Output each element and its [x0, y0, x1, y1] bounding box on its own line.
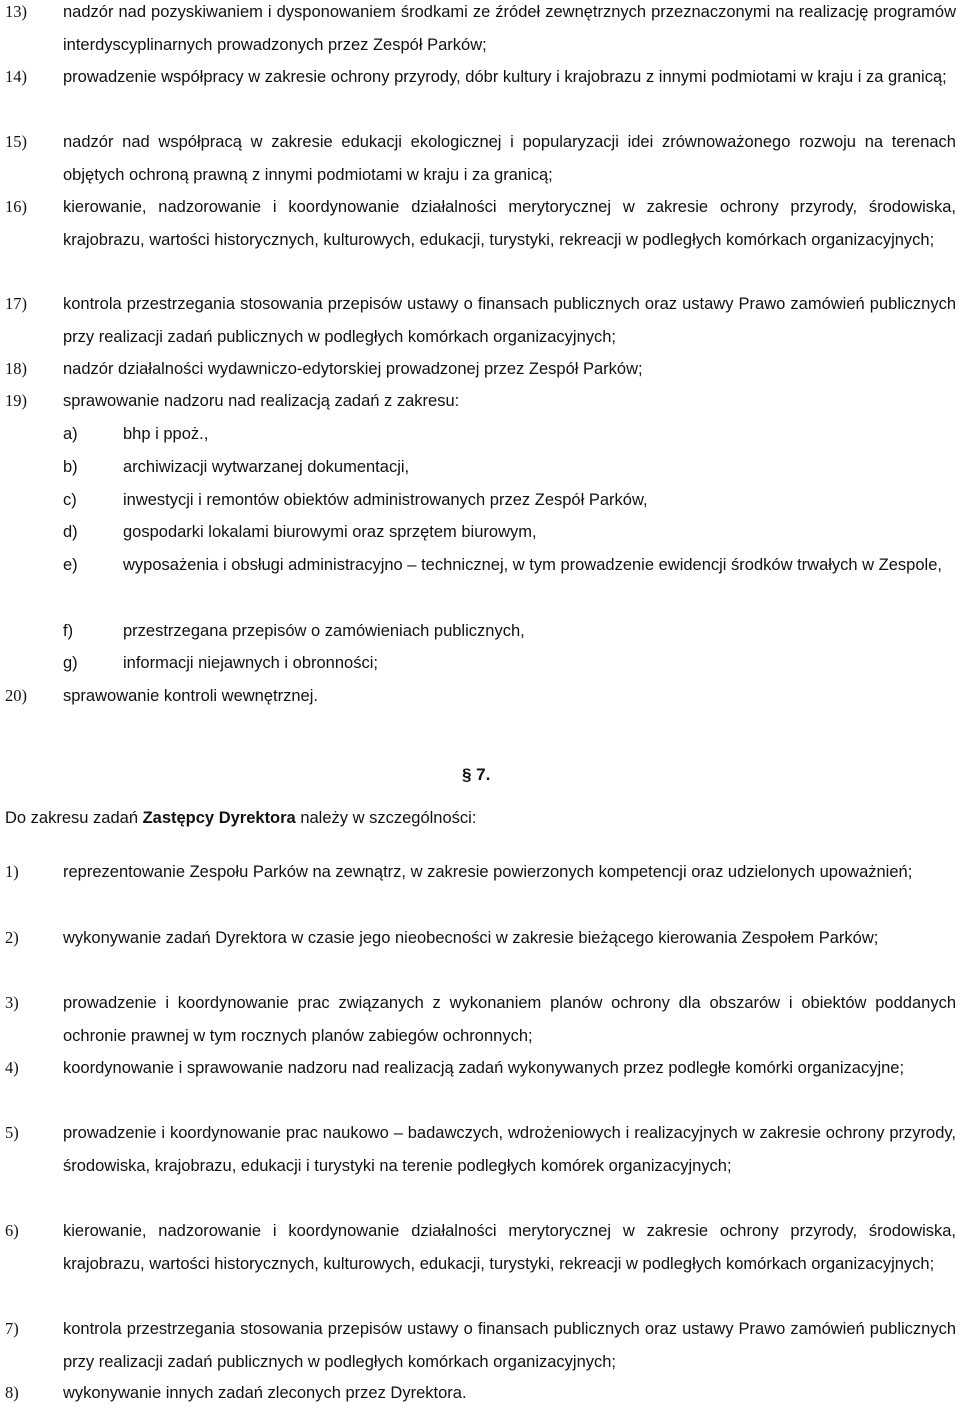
list-item — [0, 353, 956, 386]
list-item — [0, 1313, 956, 1378]
item-number: 7) — [5, 1319, 19, 1338]
item-number: 2) — [5, 928, 19, 947]
sub-item-letter: c) — [63, 491, 77, 509]
item-number: 16) — [5, 197, 27, 216]
sub-item-text: bhp i ppoż., — [123, 425, 209, 443]
item-number: 17) — [5, 294, 27, 313]
section-intro — [5, 802, 476, 834]
sub-list-item — [63, 549, 956, 582]
item-number: 14) — [5, 67, 27, 86]
list-item — [0, 680, 956, 713]
sub-list-item — [63, 418, 956, 451]
list-item — [0, 61, 956, 94]
item-number: 13) — [5, 2, 27, 21]
list-item — [0, 1377, 956, 1410]
sub-item-text: wyposażenia i obsługi administracyjno – technicznej, w tym prowadzenie ewidencji środków trwałych w Zespole, — [123, 556, 942, 574]
item-text: prowadzenie i koordynowanie prac naukowo – badawczych, wdrożeniowych i realizacyjnych w zakresie ochrony przyrody, środowiska, krajobrazu, edukacji i turystyki na terenie podległych komórek organizacyjnych; — [63, 1124, 956, 1175]
item-text: nadzór nad współpracą w zakresie edukacji ekologicznej i popularyzacji idei zrównoważonego rozwoju na terenach objętych ochroną prawną z innymi podmiotami w kraju i za granicą; — [63, 133, 956, 184]
list-item — [0, 1117, 956, 1182]
sub-item-text: gospodarki lokalami biurowymi oraz sprzętem biurowym, — [123, 523, 537, 541]
item-number: 18) — [5, 359, 27, 378]
list-item — [0, 1215, 956, 1280]
list-item — [0, 288, 956, 353]
item-text: sprawowanie nadzoru nad realizacją zadań z zakresu: — [63, 392, 460, 410]
sub-list-item — [63, 647, 956, 680]
item-number: 19) — [5, 391, 27, 410]
sub-item-text: inwestycji i remontów obiektów administrowanych przez Zespół Parków, — [123, 491, 648, 509]
item-text: wykonywanie zadań Dyrektora w czasie jego nieobecności w zakresie bieżącego kierowania Zespołem Parków; — [63, 929, 879, 947]
list-item — [0, 856, 956, 889]
item-text: wykonywanie innych zadań zleconych przez Dyrektora. — [63, 1384, 467, 1402]
item-number: 6) — [5, 1221, 19, 1240]
item-number: 4) — [5, 1058, 19, 1077]
item-number: 5) — [5, 1123, 19, 1142]
item-number: 15) — [5, 132, 27, 151]
sub-item-letter: d) — [63, 523, 78, 541]
intro-prefix: Do zakresu zadań — [5, 809, 143, 827]
list-item — [0, 0, 956, 61]
list-item — [0, 385, 956, 418]
sub-item-text: informacji niejawnych i obronności; — [123, 654, 378, 672]
sub-list-item — [63, 484, 956, 517]
sub-item-letter: g) — [63, 654, 78, 672]
sub-item-letter: e) — [63, 556, 78, 574]
list-item — [0, 1052, 956, 1085]
item-number: 8) — [5, 1383, 19, 1402]
sub-list-item — [63, 615, 956, 648]
intro-role: Zastępcy Dyrektora — [142, 809, 296, 827]
item-text: sprawowanie kontroli wewnętrznej. — [63, 687, 318, 705]
list-item — [0, 987, 956, 1052]
item-number: 1) — [5, 862, 19, 881]
list-item — [0, 191, 956, 256]
item-text: prowadzenie i koordynowanie prac związanych z wykonaniem planów ochrony dla obszarów i obiektów poddanych ochronie prawnej w tym rocznych planów zabiegów ochronnych; — [63, 994, 956, 1045]
item-text: kontrola przestrzegania stosowania przepisów ustawy o finansach publicznych oraz ustawy Prawo zamówień publicznych przy realizacji zadań publicznych w podległych komórkach organizacyjnych; — [63, 1320, 956, 1371]
section-heading: § 7. — [462, 765, 491, 784]
list-item — [0, 922, 956, 955]
intro-suffix: należy w szczególności: — [295, 809, 477, 827]
item-text: prowadzenie współpracy w zakresie ochrony przyrody, dóbr kultury i krajobrazu z innymi podmiotami w kraju i za granicą; — [63, 68, 947, 86]
sub-item-text: przestrzegana przepisów o zamówieniach publicznych, — [123, 622, 525, 640]
item-text: kierowanie, nadzorowanie i koordynowanie działalności merytorycznej w zakresie ochrony przyrody, środowiska, krajobrazu, wartości historycznych, kulturowych, edukacji, turystyki, rekreacji w podległych komórkach organizacyjnych; — [63, 198, 956, 249]
list-item — [0, 126, 956, 191]
item-number: 20) — [5, 686, 27, 705]
sub-item-letter: f) — [63, 622, 74, 640]
sub-list-item — [63, 516, 956, 549]
item-text: reprezentowanie Zespołu Parków na zewnątrz, w zakresie powierzonych kompetencji oraz udzielonych upoważnień; — [63, 863, 913, 881]
sub-list-item — [63, 451, 956, 484]
item-text: kierowanie, nadzorowanie i koordynowanie działalności merytorycznej w zakresie ochrony przyrody, środowiska, krajobrazu, wartości historycznych, kulturowych, edukacji, turystyki, rekreacji w podległych komórkach organizacyjnych; — [63, 1222, 956, 1273]
sub-item-letter: a) — [63, 425, 78, 443]
item-number: 3) — [5, 993, 19, 1012]
sub-item-text: archiwizacji wytwarzanej dokumentacji, — [123, 458, 410, 476]
item-text: kontrola przestrzegania stosowania przepisów ustawy o finansach publicznych oraz ustawy Prawo zamówień publicznych przy realizacji zadań publicznych w podległych komórkach organizacyjnych; — [63, 295, 956, 346]
sub-item-letter: b) — [63, 458, 78, 476]
item-text: nadzór nad pozyskiwaniem i dysponowaniem środkami ze źródeł zewnętrznych przeznaczonymi na realizację programów interdyscyplinarnych prowadzonych przez Zespół Parków; — [63, 3, 956, 54]
item-text: koordynowanie i sprawowanie nadzoru nad realizacją zadań wykonywanych przez podległe komórki organizacyjne; — [63, 1059, 905, 1077]
item-text: nadzór działalności wydawniczo-edytorskiej prowadzonej przez Zespół Parków; — [63, 360, 643, 378]
